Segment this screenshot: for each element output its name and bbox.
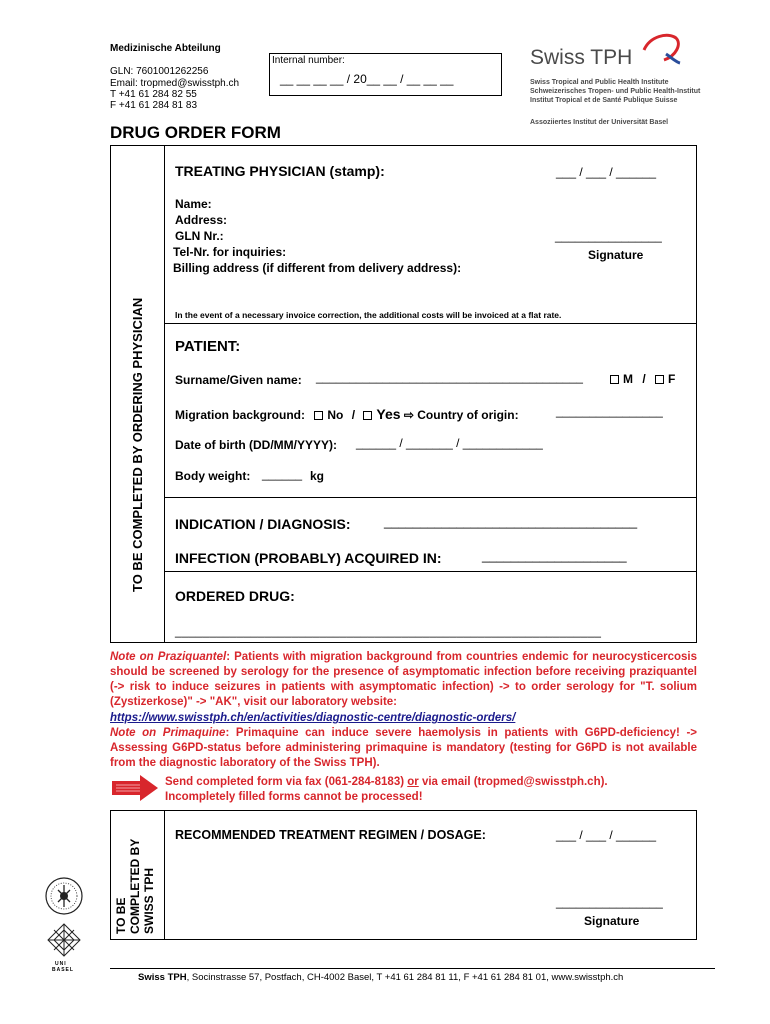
- department: Medizinische Abteilung: [110, 43, 221, 54]
- migration-row: [175, 406, 519, 422]
- weight-label: Body weight:: [175, 469, 251, 483]
- form-title: DRUG ORDER FORM: [110, 123, 281, 142]
- university-seal-icon: [44, 876, 84, 916]
- primaquine-title: Note on Primaquine: [110, 727, 226, 739]
- arrow-icon: ⇨: [403, 408, 414, 422]
- migration-yes-label: Yes: [376, 406, 401, 422]
- logo-associated: Assoziiertes Institut der Universität Basel: [530, 119, 669, 126]
- infection-field[interactable]: ____________________: [482, 548, 627, 563]
- footer-text: , Socinstrasse 57, Postfach, CH-4002 Basel, T +41 61 284 81 11, F +41 61 284 81 01, www.swisstph.ch: [186, 972, 624, 983]
- send-pre: Send completed form via fax (061-284-8183): [165, 776, 408, 788]
- infection-label: INFECTION (PROBABLY) ACQUIRED IN:: [175, 550, 442, 566]
- physician-signature-label: Signature: [588, 248, 644, 262]
- surname-field[interactable]: ________________________________________: [316, 370, 583, 384]
- indication-field[interactable]: ___________________________________: [384, 514, 638, 529]
- logo-line3: Institut Tropical et de Santé Publique Suisse: [530, 97, 678, 104]
- logo-line1: Swiss Tropical and Public Health Institute: [530, 79, 669, 86]
- tph-signature-line[interactable]: ________________: [556, 895, 663, 909]
- divider-2: [164, 497, 697, 498]
- internal-number-label: Internal number:: [272, 55, 345, 66]
- tph-vlabel-2: COMPLETED BY: [128, 838, 142, 934]
- university-emblem-icon: [46, 922, 82, 958]
- primaquine-text: : Primaquine can induce severe haemolysis in patients with G6PD-deficiency! -> Assessing G6PD-status before administering primaquine is mandatory (testing for G6PD is not available from the diagnostic laboratory of the Swiss TPH).: [110, 727, 697, 769]
- tph-date-field[interactable]: ___ / ___ / ______: [556, 828, 657, 842]
- physician-vertical-label: TO BE COMPLETED BY ORDERING PHYSICIAN: [130, 297, 145, 592]
- send-post: via email (tropmed@swisstph.ch).: [418, 776, 608, 788]
- footer: [138, 972, 623, 983]
- weight-field[interactable]: ______: [262, 467, 303, 481]
- patient-heading: PATIENT:: [175, 338, 241, 355]
- billing-label: Billing address (if different from delivery address):: [173, 261, 462, 275]
- tel-text: T +41 61 284 82 55: [110, 89, 197, 100]
- sex-separator: /: [642, 372, 646, 386]
- migration-no-label: No: [327, 408, 344, 422]
- primaquine-note: [110, 726, 697, 771]
- weight-unit: kg: [310, 469, 325, 483]
- ordered-drug-label: ORDERED DRUG:: [175, 588, 295, 604]
- send-or: or: [407, 776, 419, 788]
- uni-text-1: UNI: [55, 961, 67, 967]
- incomplete-warning: Incompletely filled forms cannot be processed!: [165, 791, 423, 803]
- internal-number-value: __ __ __ __ / 20__ __ / __ __ __: [280, 72, 454, 86]
- send-instructions: [165, 775, 697, 790]
- indication-label: INDICATION / DIAGNOSIS:: [175, 516, 351, 532]
- fax-text: F +41 61 284 81 83: [110, 100, 198, 111]
- country-label: Country of origin:: [417, 408, 519, 422]
- male-label: M: [623, 372, 633, 386]
- tph-vlabel-3: SWISS TPH: [142, 867, 156, 934]
- footer-brand: Swiss TPH: [138, 972, 187, 983]
- migration-yes-checkbox[interactable]: [363, 411, 372, 420]
- email-text: Email: tropmed@swisstph.ch: [110, 78, 240, 89]
- treating-physician-heading: TREATING PHYSICIAN (stamp):: [175, 163, 385, 179]
- surname-label: Surname/Given name:: [175, 373, 302, 387]
- name-label: Name:: [175, 197, 212, 211]
- internal-number-box[interactable]: [269, 53, 502, 96]
- footer-rule: [110, 968, 715, 969]
- gln-text: GLN: 7601001262256: [110, 66, 209, 77]
- physician-divider: [164, 145, 165, 643]
- tph-divider: [164, 810, 165, 940]
- dob-label: Date of birth (DD/MM/YYYY):: [175, 438, 337, 452]
- treatment-regimen-heading: RECOMMENDED TREATMENT REGIMEN / DOSAGE:: [175, 828, 486, 842]
- send-arrow-icon: [110, 774, 160, 802]
- female-checkbox[interactable]: [655, 375, 664, 384]
- sex-selector: [610, 372, 675, 386]
- tph-vertical-label: [114, 839, 156, 934]
- tel-label: Tel-Nr. for inquiries:: [173, 245, 287, 259]
- praziquantel-note: [110, 650, 697, 710]
- migration-separator: /: [351, 408, 356, 422]
- physician-signature-line[interactable]: ________________: [555, 229, 662, 243]
- divider-3: [164, 571, 697, 572]
- swisstph-brand: Swiss TPH: [530, 46, 633, 69]
- laboratory-link[interactable]: https://www.swisstph.ch/en/activities/diagnostic-centre/diagnostic-orders/: [110, 712, 516, 724]
- ordered-drug-field[interactable]: ______________________________________________________________: [175, 624, 602, 638]
- tph-vlabel-1: TO BE: [114, 897, 128, 934]
- migration-no-checkbox[interactable]: [314, 411, 323, 420]
- divider-1: [164, 323, 697, 324]
- female-label: F: [668, 372, 676, 386]
- migration-label: Migration background:: [175, 408, 305, 422]
- dob-field[interactable]: ______ / _______ / ____________: [356, 436, 543, 450]
- invoice-note: In the event of a necessary invoice correction, the additional costs will be invoiced at a flat rate.: [175, 310, 562, 320]
- country-field[interactable]: ________________: [556, 404, 663, 418]
- male-checkbox[interactable]: [610, 375, 619, 384]
- logo-line2: Schweizerisches Tropen- und Public Health-Institut: [530, 88, 701, 95]
- tph-signature-label: Signature: [584, 914, 640, 928]
- physician-date-field[interactable]: ___ / ___ / ______: [556, 165, 657, 179]
- swisstph-swoosh-icon: [638, 32, 683, 66]
- swisstph-logo: [530, 32, 700, 132]
- address-label: Address:: [175, 213, 228, 227]
- praziquantel-text: : Patients with migration background from countries endemic for neurocysticercosis should be screened by serology for the presence of asymptomatic infection before receiving praziquantel (-> risk to induce seizures in patients with asymptomatic infection) -> to order serology for "T. solium (Zystizerkose)" -> "AK", visit our laboratory website:: [110, 651, 697, 708]
- gln-label: GLN Nr.:: [175, 229, 224, 243]
- praziquantel-title: Note on Praziquantel: [110, 651, 227, 663]
- uni-text-2: BASEL: [52, 967, 74, 973]
